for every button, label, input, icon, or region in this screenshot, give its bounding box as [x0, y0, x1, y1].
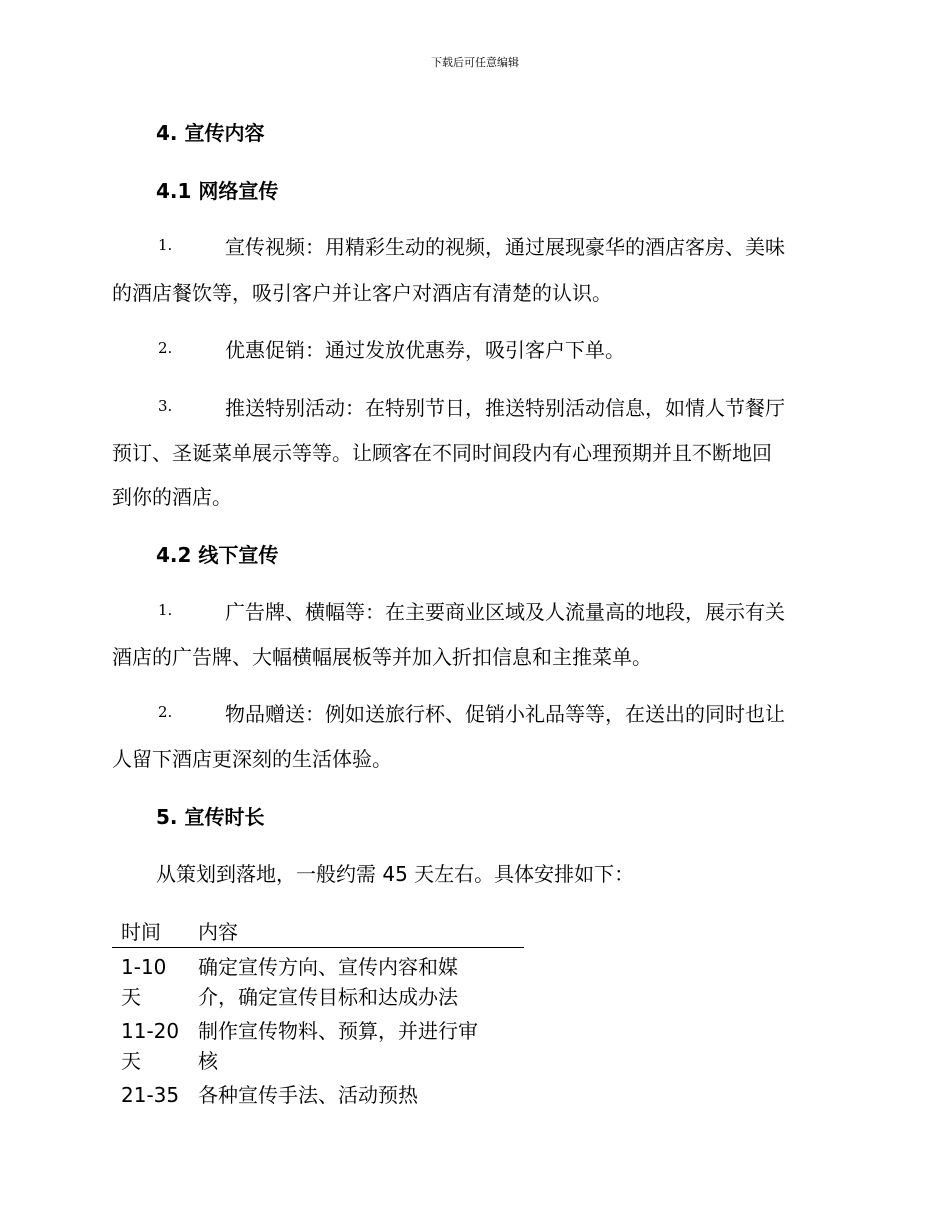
table-cell-content [189, 948, 524, 1013]
table-cell-time [112, 948, 189, 1013]
table-cell-content [189, 1076, 524, 1110]
cell-line: 确定宣传方向、宣传内容和媒 [198, 955, 458, 979]
section-4-1-heading: 4.1 网络宣传 [156, 179, 279, 203]
list-item-text: 物品赠送：例如送旅行杯、促销小礼品等等，在送出的同时也让 [225, 702, 785, 726]
cell-line: 天 [121, 985, 141, 1009]
list-number: 1. [158, 236, 173, 254]
list-item-text: 酒店的广告牌、大幅横幅展板等并加入折扣信息和主推菜单。 [112, 645, 652, 669]
cell-line: 1-10 [121, 955, 167, 979]
cell-line: 21-35 [121, 1083, 180, 1107]
page-header: 下载后可任意编辑 [431, 56, 519, 69]
list-item-text: 宣传视频：用精彩生动的视频，通过展现豪华的酒店客房、美味 [225, 235, 785, 259]
schedule-table [112, 916, 524, 1110]
list-item-text: 人留下酒店更深刻的生活体验。 [112, 747, 392, 771]
list-number: 2. [158, 339, 173, 357]
cell-line: 天 [121, 1049, 141, 1073]
list-item-text: 到你的酒店。 [112, 485, 232, 509]
list-number: 2. [158, 703, 173, 721]
list-item-text: 推送特别活动：在特别节日，推送特别活动信息，如情人节餐厅 [225, 396, 785, 420]
list-item-text: 预订、圣诞菜单展示等等。让顾客在不同时间段内有心理预期并且不断地回 [112, 441, 772, 465]
list-number: 1. [158, 601, 173, 619]
table-cell-time [112, 1076, 189, 1110]
table-header-row [112, 916, 524, 948]
list-item-text: 的酒店餐饮等，吸引客户并让客户对酒店有清楚的认识。 [112, 281, 612, 305]
section-4-heading: 4. 宣传内容 [156, 121, 265, 145]
section-4-2-heading: 4.2 线下宣传 [156, 543, 279, 567]
table-cell-content [189, 1012, 524, 1076]
list-item-text: 广告牌、横幅等：在主要商业区域及人流量高的地段，展示有关 [225, 600, 785, 624]
table-row [112, 1012, 524, 1076]
table-row [112, 1076, 524, 1110]
list-number: 3. [158, 397, 173, 415]
cell-line: 制作宣传物料、预算，并进行审 [198, 1019, 478, 1043]
cell-line: 核 [198, 1049, 218, 1073]
cell-line: 11-20 [121, 1019, 180, 1043]
section-5-heading: 5. 宣传时长 [156, 805, 265, 829]
column-header-content: 内容 [189, 916, 524, 948]
table-cell-time [112, 1012, 189, 1076]
section-5-intro: 从策划到落地，一般约需 45 天左右。具体安排如下： [156, 862, 635, 886]
cell-line: 各种宣传手法、活动预热 [198, 1083, 418, 1107]
cell-line: 介，确定宣传目标和达成办法 [198, 985, 458, 1009]
list-item-text: 优惠促销：通过发放优惠券，吸引客户下单。 [225, 338, 625, 362]
column-header-time: 时间 [112, 916, 189, 948]
table-row [112, 948, 524, 1013]
